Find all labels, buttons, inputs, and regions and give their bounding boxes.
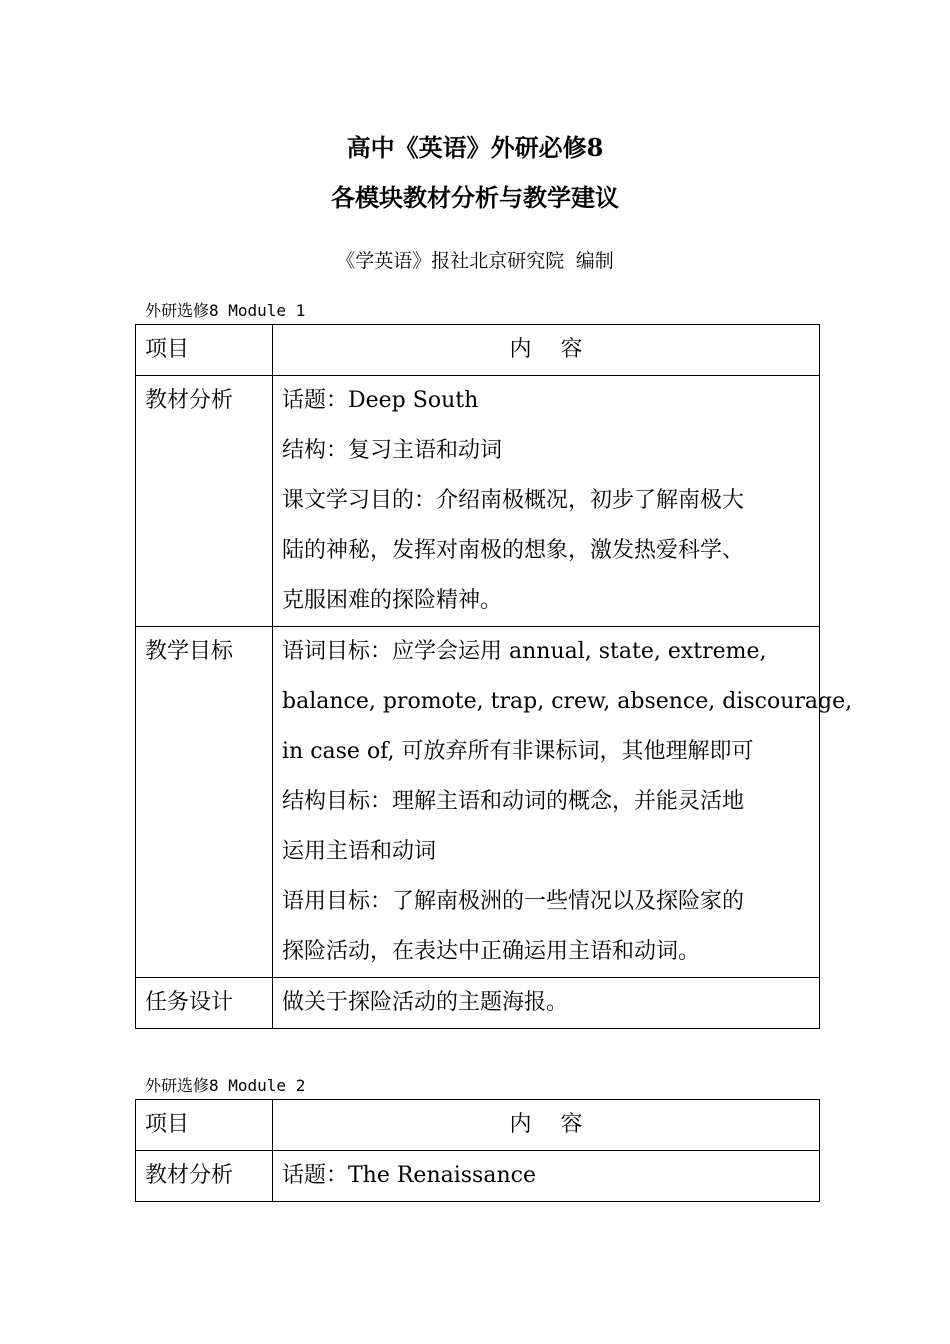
row-content <box>273 376 820 627</box>
module-2-caption: 外研选修8 Module 2 <box>145 1076 306 1095</box>
content-line: 话题：The Renaissance <box>282 1163 536 1188</box>
table-row-material-analysis <box>136 1151 820 1202</box>
content-line: 语用目标：了解南极洲的一些情况以及探险家的 <box>282 889 745 914</box>
content-line: 克服困难的探险精神。 <box>282 588 503 613</box>
content-line: in case of, 可放弃所有非课标词，其他理解即可 <box>282 739 754 764</box>
content-line: 探险活动，在表达中正确运用主语和动词。 <box>282 939 701 964</box>
content-line: 结构：复习主语和动词 <box>282 438 503 463</box>
table-header-row <box>136 325 820 376</box>
header-content-cell: 内 容 <box>273 325 820 376</box>
row-label: 教学目标 <box>136 627 273 978</box>
row-content <box>273 1151 820 1202</box>
row-label: 教材分析 <box>136 1151 273 1202</box>
table-row-teaching-goals <box>136 627 820 978</box>
table-row-material-analysis <box>136 376 820 627</box>
table-header-row <box>136 1100 820 1151</box>
row-content <box>273 627 853 978</box>
content-line: balance, promote, trap, crew, absence, discourage, <box>282 689 853 714</box>
row-content <box>273 978 820 1029</box>
content-line: 运用主语和动词 <box>282 839 437 864</box>
module-1-table <box>135 324 853 1029</box>
row-label: 任务设计 <box>136 978 273 1029</box>
content-line: 做关于探险活动的主题海报。 <box>282 990 569 1015</box>
header-content-cell: 内 容 <box>273 1100 820 1151</box>
module-2-table <box>135 1099 820 1202</box>
row-label: 教材分析 <box>136 376 273 627</box>
header-item-cell: 项目 <box>136 325 273 376</box>
table-row-task-design <box>136 978 820 1029</box>
content-line: 语词目标：应学会运用 annual, state, extreme, <box>282 639 767 664</box>
content-line: 结构目标：理解主语和动词的概念，并能灵活地 <box>282 789 745 814</box>
content-line: 课文学习目的：介绍南极概况，初步了解南极大 <box>282 488 745 513</box>
document-subtitle: 《学英语》报社北京研究院 编制 <box>336 250 614 272</box>
document-title-line-1: 高中《英语》外研必修8 <box>346 133 604 162</box>
document-title-line-2: 各模块教材分析与教学建议 <box>331 183 619 212</box>
header-item-cell: 项目 <box>136 1100 273 1151</box>
content-line: 话题：Deep South <box>282 388 479 413</box>
content-line: 陆的神秘，发挥对南极的想象，激发热爱科学、 <box>282 538 745 563</box>
module-1-caption: 外研选修8 Module 1 <box>145 301 306 320</box>
